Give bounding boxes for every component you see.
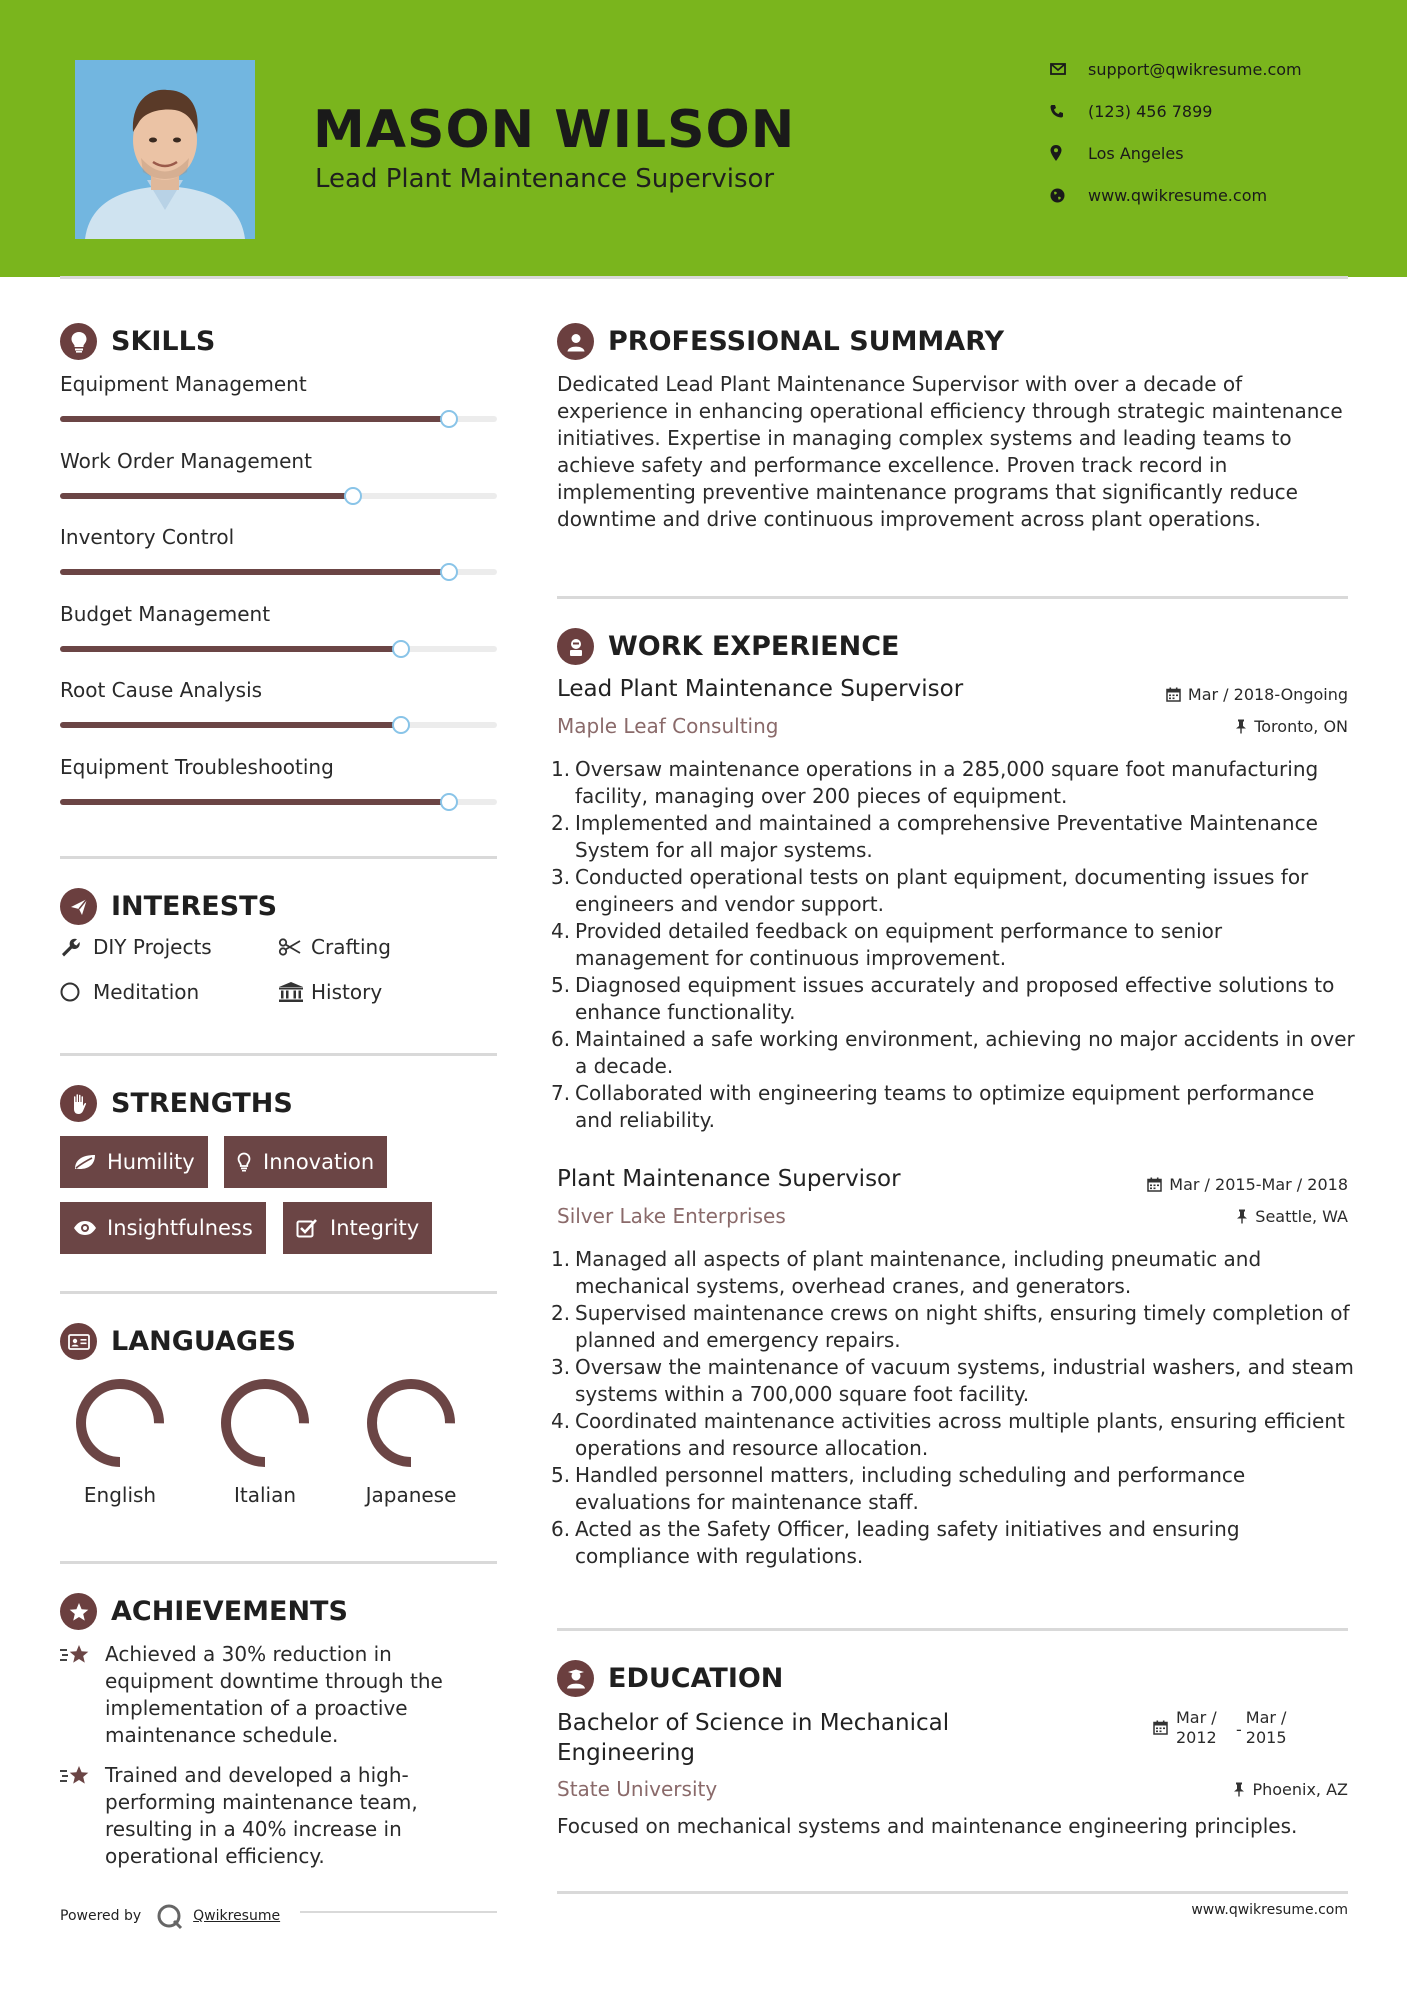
achievement-item: [60, 1762, 500, 1870]
interest-label: DIY Projects: [93, 935, 212, 959]
job-title: Plant Maintenance Supervisor: [557, 1166, 901, 1192]
achievement-item: [60, 1641, 500, 1749]
eye-icon: [73, 1220, 107, 1236]
museum-icon: [278, 981, 311, 1003]
globe-icon: [1050, 188, 1088, 203]
envelope-icon: [1050, 63, 1088, 75]
star-badge-icon: [60, 1593, 97, 1630]
bullet-text: Acted as the Safety Officer, leading safety initiatives and ensuring compliance with regulations.: [575, 1517, 1240, 1568]
job-dates: [1147, 1175, 1348, 1194]
language-item: [60, 1375, 180, 1507]
language-level-arc: [226, 1384, 304, 1462]
bullet-item: 2. Supervised maintenance crews on night shifts, ensuring timely completion of planned and emergency repairs.: [551, 1301, 1350, 1352]
job-bullets: [551, 1246, 1357, 1570]
bullet-item: 1. Oversaw maintenance operations in a 285,000 square foot manufacturing facility, managing over 200 pieces of equipment.: [551, 757, 1319, 808]
bullet-text: Handled personnel matters, including scheduling and performance evaluations for maintenance staff.: [575, 1463, 1246, 1514]
strengths-heading: [60, 1085, 293, 1122]
leaf-icon: [73, 1153, 107, 1171]
languages-divider: [60, 1561, 497, 1564]
contact-phone[interactable]: [1050, 96, 1212, 126]
contact-website-text: www.qwikresume.com: [1088, 185, 1268, 205]
date-separator: -: [1236, 1720, 1242, 1739]
job-dates: [1166, 685, 1348, 704]
powered-by-text: Powered by: [60, 1908, 142, 1924]
language-item: [205, 1375, 325, 1507]
candidate-title: Lead Plant Maintenance Supervisor: [315, 164, 775, 194]
company-name: Silver Lake Enterprises: [557, 1204, 786, 1228]
skill-bar-fill: [60, 646, 401, 652]
education-heading-text: EDUCATION: [608, 1663, 784, 1694]
contact-website[interactable]: [1050, 180, 1267, 210]
skill-bar: [60, 493, 497, 499]
strengths-divider: [60, 1291, 497, 1294]
wrench-icon: [60, 937, 93, 957]
skill-bar-fill: [60, 722, 401, 728]
qwikresume-link[interactable]: Qwikresume: [193, 1908, 281, 1924]
skill-level-knob: [344, 487, 362, 505]
skill-label: Work Order Management: [60, 448, 312, 473]
company-name: Maple Leaf Consulting: [557, 714, 779, 738]
language-label: English: [83, 1483, 157, 1507]
language-level-arc: [81, 1384, 159, 1462]
language-label: Italian: [233, 1483, 297, 1507]
interest-label: History: [311, 980, 383, 1004]
achievement-text: Trained and developed a high-performing maintenance team, resulting in a 40% increase in operational efficiency.: [105, 1763, 418, 1868]
skill-label: Equipment Management: [60, 372, 307, 396]
education-heading: [557, 1660, 783, 1697]
job-dates-text: Mar / 2018-Ongoing: [1187, 685, 1348, 704]
calendar-icon: [1153, 1708, 1168, 1748]
bullet-item: 4. Coordinated maintenance activities across multiple plants, ensuring efficient operations and resource allocation.: [551, 1409, 1345, 1460]
experience-heading-text: WORK EXPERIENCE: [608, 631, 900, 662]
contact-email[interactable]: [1050, 54, 1302, 84]
contact-location-text: Los Angeles: [1088, 143, 1184, 163]
phone-icon: [1050, 104, 1088, 118]
calendar-icon: [1147, 1177, 1162, 1192]
pushpin-icon: [1233, 1782, 1245, 1797]
skill-bar-fill: [60, 569, 449, 575]
footer-left-divider: [300, 1911, 497, 1913]
lightbulb-icon: [237, 1152, 263, 1172]
interest-history: [278, 980, 382, 1004]
bullet-item: 1. Managed all aspects of plant maintenance, including pneumatic and mechanical systems, overhead cranes, and generators.: [551, 1247, 1262, 1298]
interest-label: Meditation: [93, 980, 200, 1004]
contact-phone-text: (123) 456 7899: [1088, 101, 1213, 121]
user-icon: [557, 323, 594, 360]
bullet-text: Implemented and maintained a comprehensive Preventative Maintenance System for all major systems.: [575, 811, 1318, 862]
bullet-item: 6. Maintained a safe working environment, achieving no major accidents in over a decade.: [551, 1027, 1355, 1078]
summary-divider: [557, 596, 1348, 599]
achievement-text: Achieved a 30% reduction in equipment downtime through the implementation of a proactive maintenance schedule.: [105, 1642, 443, 1747]
powered-by[interactable]: [60, 1902, 280, 1930]
strength-integrity: [283, 1202, 432, 1254]
skill-level-knob: [440, 410, 458, 428]
strength-label: Insightfulness: [107, 1216, 253, 1240]
skill-bar-fill: [60, 799, 449, 805]
bullet-text: Coordinated maintenance activities across multiple plants, ensuring efficient operations and resource allocation.: [575, 1409, 1345, 1460]
skill-bar: [60, 416, 497, 422]
candidate-name: MASON WILSON: [313, 100, 796, 160]
interest-label: Crafting: [311, 935, 391, 959]
achievements-heading-text: ACHIEVEMENTS: [111, 1596, 348, 1627]
interests-heading: [60, 888, 277, 925]
skill-label: Equipment Troubleshooting: [60, 754, 334, 779]
bullet-text: Diagnosed equipment issues accurately and proposed effective solutions to enhance functionality.: [575, 973, 1335, 1024]
calendar-icon: [1166, 687, 1181, 702]
bullet-text: Supervised maintenance crews on night shifts, ensuring timely completion of planned and emergency repairs.: [575, 1301, 1350, 1352]
skill-level-knob: [392, 716, 410, 734]
job-bullets: [551, 756, 1357, 1134]
education-dates: [1153, 1708, 1298, 1748]
qwikresume-logo-icon: [155, 1902, 185, 1930]
school-name: State University: [557, 1777, 718, 1801]
skill-bar: [60, 722, 497, 728]
summary-heading: [557, 323, 1004, 360]
job-dates-text: Mar / 2015-Mar / 2018: [1169, 1175, 1348, 1194]
language-ring: [363, 1375, 459, 1471]
language-label: Japanese: [365, 1483, 457, 1507]
bullet-text: Oversaw the maintenance of vacuum systems, industrial washers, and steam systems within a 700,000 square foot facility.: [575, 1355, 1354, 1406]
strength-insightfulness: [60, 1202, 266, 1254]
education-location-text: Phoenix, AZ: [1252, 1780, 1348, 1799]
achievements-heading: [60, 1593, 348, 1630]
interest-diy-projects: [60, 935, 212, 959]
job-location: [1236, 1207, 1348, 1226]
language-ring: [72, 1375, 168, 1471]
strength-innovation: [224, 1136, 387, 1188]
bullet-text: Conducted operational tests on plant equipment, documenting issues for engineers and vendor support.: [575, 865, 1309, 916]
strength-label: Integrity: [330, 1216, 420, 1240]
skills-heading-text: SKILLS: [111, 326, 216, 357]
skill-bar: [60, 646, 497, 652]
briefcase-icon: [557, 628, 594, 665]
job-location: [1235, 717, 1348, 736]
interest-crafting: [278, 935, 391, 959]
header-divider: [60, 276, 1348, 279]
skill-level-knob: [392, 640, 410, 658]
pushpin-icon: [1235, 719, 1247, 734]
contact-email-text: support@qwikresume.com: [1088, 59, 1302, 79]
bullet-text: Maintained a safe working environment, achieving no major accidents in over a decade.: [575, 1027, 1355, 1078]
skill-label: Budget Management: [60, 601, 271, 626]
bullet-item: 5. Handled personnel matters, including scheduling and performance evaluations for maintenance staff.: [551, 1463, 1246, 1514]
skill-bar: [60, 799, 497, 805]
skill-bar: [60, 569, 497, 575]
education-divider: [557, 1891, 1348, 1894]
strength-label: Humility: [107, 1150, 195, 1174]
degree-title: Bachelor of Science in Mechanical Engineering: [557, 1710, 950, 1766]
paper-plane-icon: [60, 888, 97, 925]
summary-text: Dedicated Lead Plant Maintenance Supervisor with over a decade of experience in enhancing operational efficiency through strategic maintenance initiatives. Expertise in managing complex systems and leading teams to achieve safety and performance excellence. Proven track record in implementing preventive maintenance programs that significantly reduce downtime and drive continuous improvement across plant operations.: [557, 372, 1343, 531]
id-card-icon: [60, 1323, 97, 1360]
strengths-heading-text: STRENGTHS: [111, 1088, 293, 1119]
languages-heading-text: LANGUAGES: [111, 1326, 296, 1357]
education-end: Mar / 2015: [1245, 1708, 1287, 1747]
job-title: Lead Plant Maintenance Supervisor: [557, 676, 964, 702]
footer-website[interactable]: www.qwikresume.com: [1191, 1902, 1348, 1918]
experience-heading: [557, 628, 899, 665]
interests-heading-text: INTERESTS: [111, 891, 278, 922]
pushpin-icon: [1236, 1209, 1248, 1224]
circle-icon: [60, 982, 93, 1002]
bullet-item: 3. Oversaw the maintenance of vacuum systems, industrial washers, and steam systems within a 700,000 square foot facility.: [551, 1355, 1354, 1406]
strength-humility: [60, 1136, 208, 1188]
skills-heading: [60, 323, 215, 360]
bullet-text: Provided detailed feedback on equipment performance to senior management for continuous improvement.: [575, 919, 1223, 970]
check-square-icon: [296, 1218, 330, 1238]
summary-heading-text: PROFESSIONAL SUMMARY: [608, 326, 1005, 357]
language-ring: [217, 1375, 313, 1471]
bullet-item: 2. Implemented and maintained a comprehensive Preventative Maintenance System for all major systems.: [551, 811, 1318, 862]
language-item: [351, 1375, 471, 1507]
language-level-arc: [372, 1384, 450, 1462]
star-icon: [60, 1762, 105, 1870]
bullet-item: 4. Provided detailed feedback on equipment performance to senior management for continuous improvement.: [551, 919, 1223, 970]
interest-meditation: [60, 980, 199, 1004]
education-location: [1233, 1780, 1348, 1799]
interests-divider: [60, 1053, 497, 1056]
hand-icon: [60, 1085, 97, 1122]
job-location-text: Toronto, ON: [1254, 717, 1348, 736]
skill-bar-fill: [60, 416, 449, 422]
lightbulb-icon: [60, 323, 97, 360]
star-icon: [60, 1641, 105, 1749]
bullet-item: 6. Acted as the Safety Officer, leading safety initiatives and ensuring compliance with regulations.: [551, 1517, 1240, 1568]
languages-heading: [60, 1323, 296, 1360]
strength-label: Innovation: [263, 1150, 375, 1174]
graduate-icon: [557, 1660, 594, 1697]
profile-photo: [75, 60, 255, 239]
bullet-text: Managed all aspects of plant maintenance, including pneumatic and mechanical systems, overhead cranes, and generators.: [575, 1247, 1262, 1298]
scissors-icon: [278, 938, 311, 956]
skills-divider: [60, 856, 497, 859]
bullet-item: 3. Conducted operational tests on plant equipment, documenting issues for engineers and vendor support.: [551, 865, 1309, 916]
contact-location: [1050, 138, 1184, 168]
skill-level-knob: [440, 793, 458, 811]
bullet-text: Collaborated with engineering teams to optimize equipment performance and reliability.: [575, 1081, 1315, 1132]
skill-label: Root Cause Analysis: [60, 678, 263, 702]
education-description: Focused on mechanical systems and maintenance engineering principles.: [557, 1814, 1298, 1838]
skill-bar-fill: [60, 493, 353, 499]
education-start: Mar / 2012: [1176, 1708, 1217, 1747]
bullet-item: 5. Diagnosed equipment issues accurately and proposed effective solutions to enhance functionality.: [551, 973, 1335, 1024]
experience-divider: [557, 1628, 1348, 1631]
bullet-text: Oversaw maintenance operations in a 285,000 square foot manufacturing facility, managing over 200 pieces of equipment.: [575, 757, 1319, 808]
job-location-text: Seattle, WA: [1255, 1207, 1348, 1226]
map-pin-icon: [1050, 145, 1088, 161]
skill-label: Inventory Control: [60, 525, 235, 549]
skill-level-knob: [440, 563, 458, 581]
bullet-item: 7. Collaborated with engineering teams to optimize equipment performance and reliability.: [551, 1081, 1315, 1132]
